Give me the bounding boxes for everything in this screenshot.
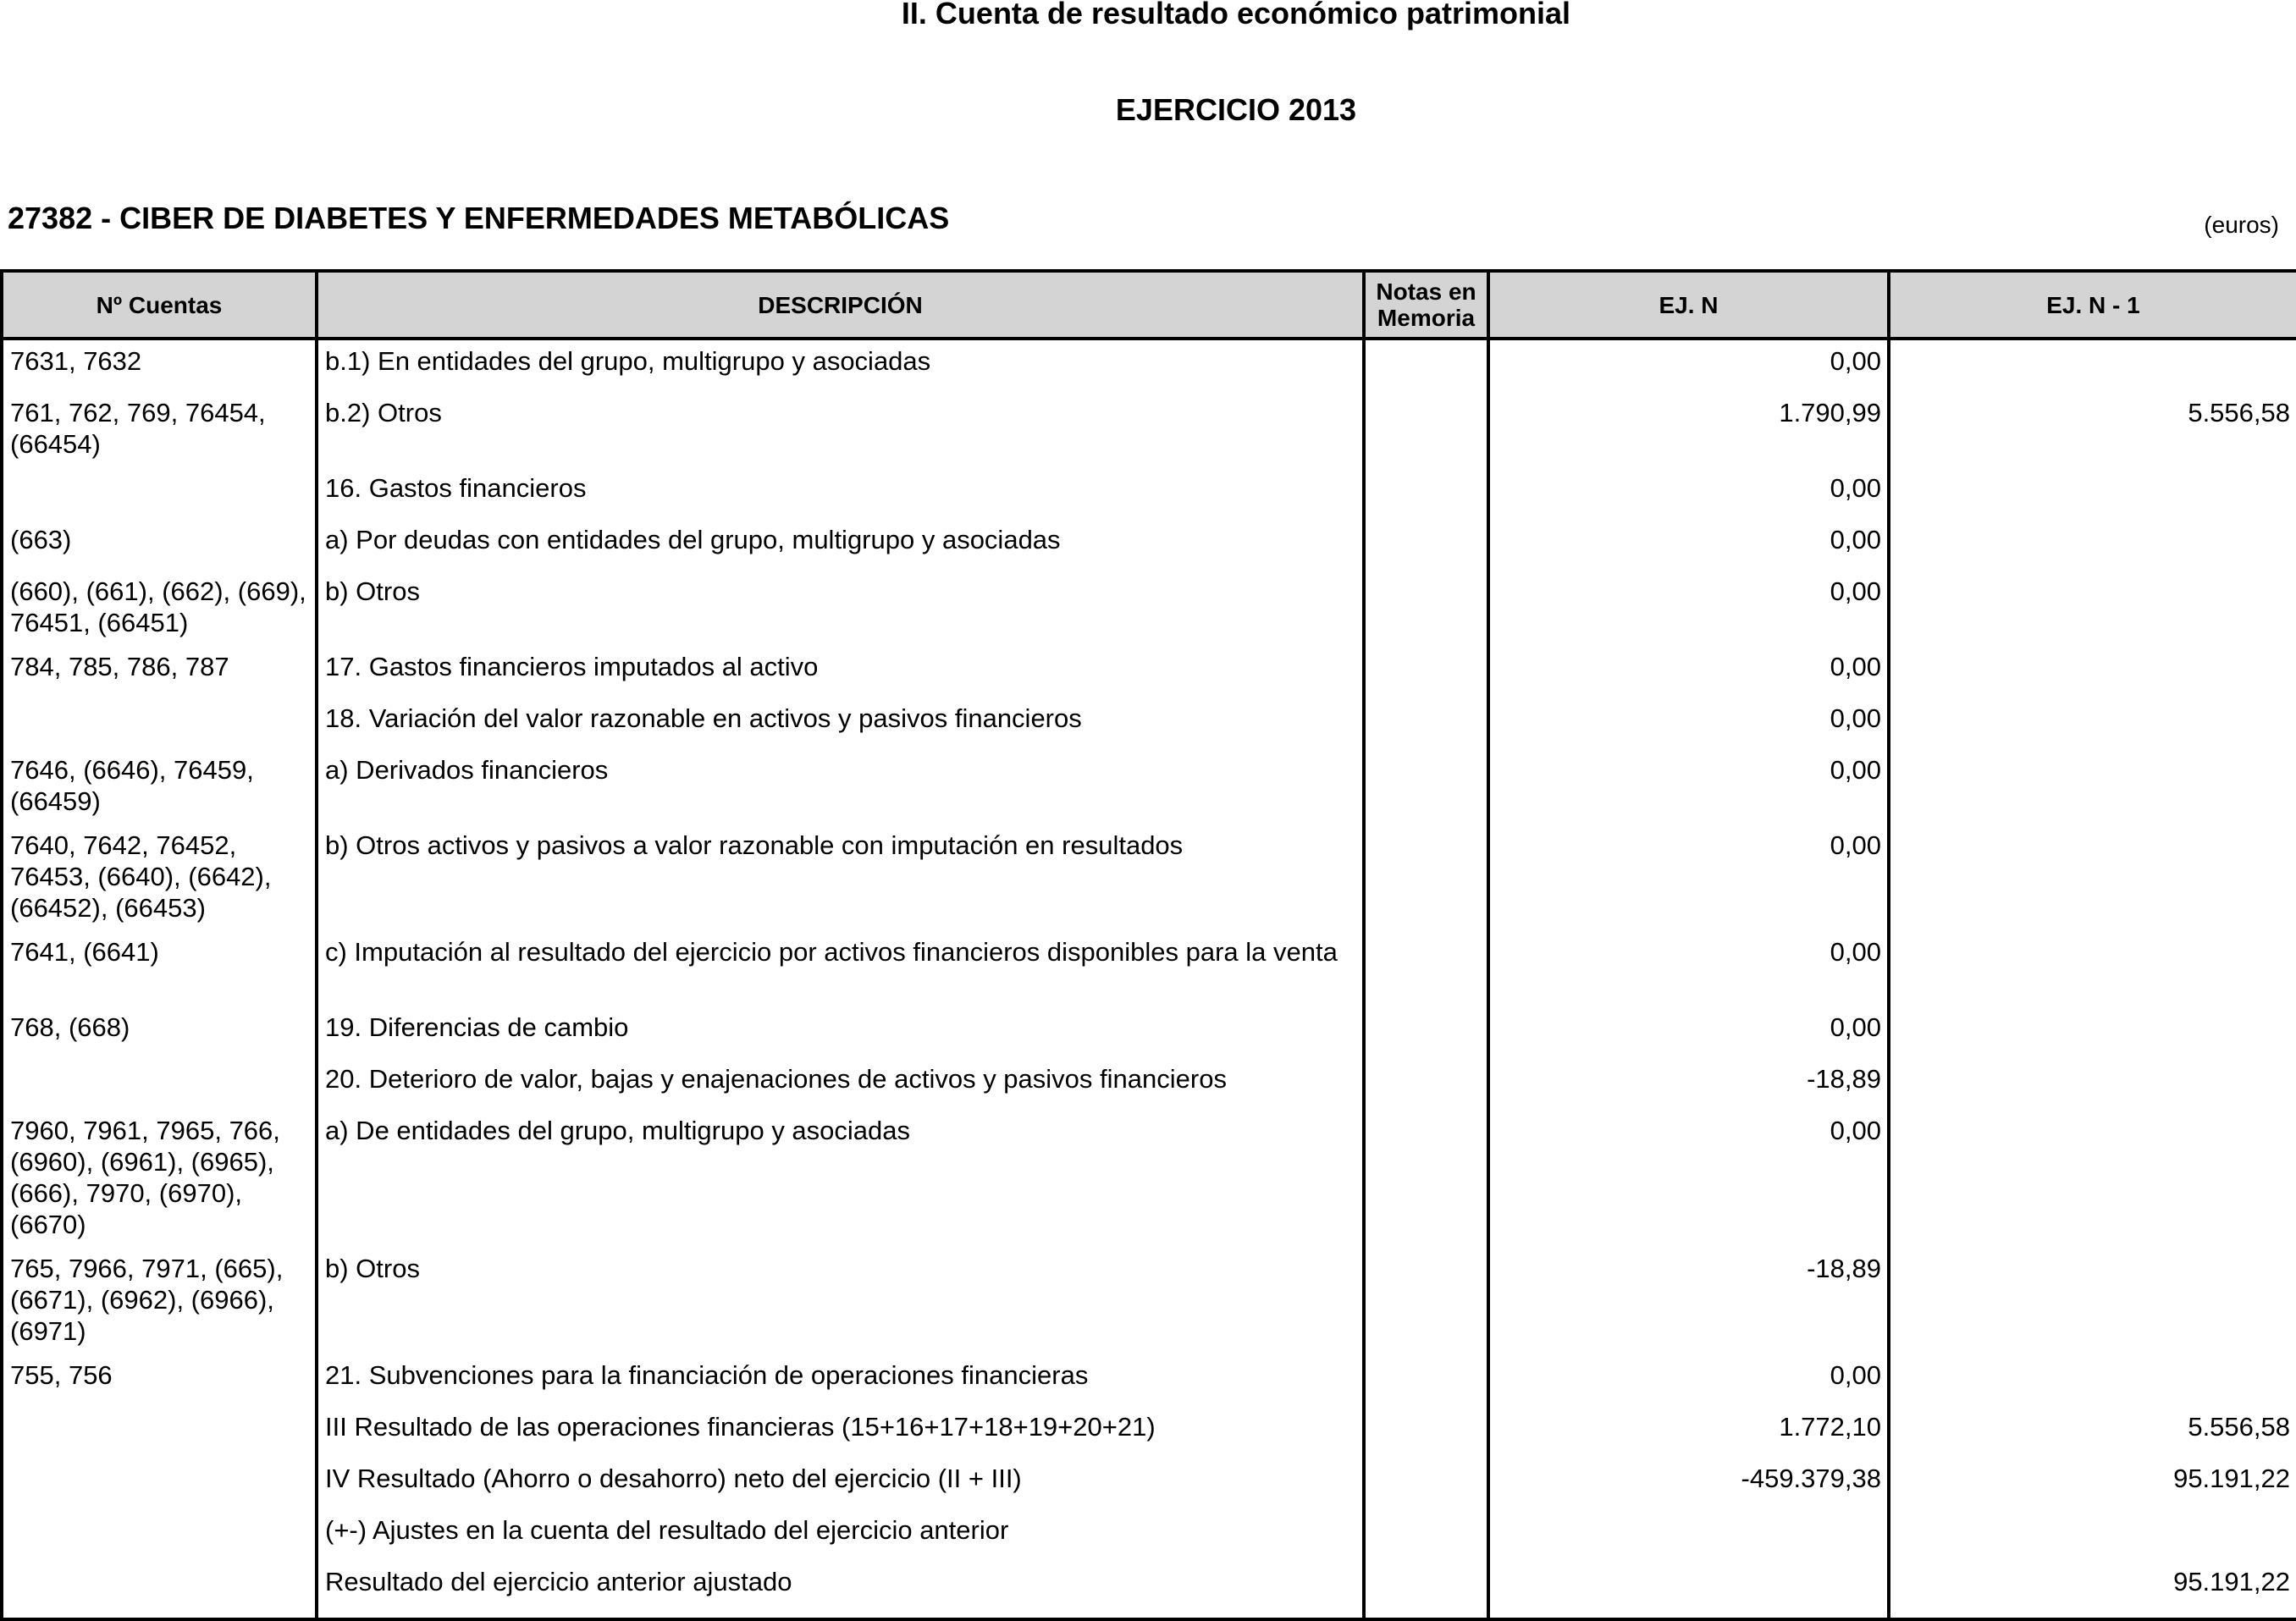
current-year-column-header: EJ. N [1488,271,1889,339]
notes-cell [1364,1566,1488,1619]
notes-cell [1364,1359,1488,1411]
accounts-cell: 768, (668) [2,1012,317,1063]
notes-cell [1364,830,1488,936]
accounts-cell [2,1566,317,1619]
current-year-cell: 0,00 [1488,1359,1889,1411]
accounts-cell: (660), (661), (662), (669), 76451, (66451) [2,576,317,651]
accounts-cell: (663) [2,524,317,576]
accounts-cell [2,1463,317,1514]
description-cell: (+-) Ajustes en la cuenta del resultado del ejercicio anterior [317,1514,1364,1566]
table-row [2,1514,2296,1566]
previous-year-cell: 95.191,22 [1889,1566,2296,1619]
current-year-cell: 0,00 [1488,703,1889,754]
table-row [2,1012,2296,1063]
notes-cell [1364,1012,1488,1063]
current-year-cell: -18,89 [1488,1063,1889,1115]
previous-year-cell [1889,830,2296,936]
description-column-header: DESCRIPCIÓN [317,271,1364,339]
table-row [2,472,2296,524]
notes-cell [1364,576,1488,651]
current-year-cell: 0,00 [1488,524,1889,576]
accounts-cell: 7641, (6641) [2,936,317,1012]
current-year-cell: 1.772,10 [1488,1411,1889,1463]
income-statement-table [0,269,2296,1621]
current-year-cell: 0,00 [1488,651,1889,703]
page-title: II. Cuenta de resultado económico patrimonial [901,0,1571,30]
current-year-cell: 0,00 [1488,1012,1889,1063]
description-cell: 17. Gastos financieros imputados al activo [317,651,1364,703]
table-row [2,339,2296,397]
notes-cell [1364,651,1488,703]
table-row [2,1253,2296,1359]
notes-cell [1364,703,1488,754]
current-year-cell: 0,00 [1488,472,1889,524]
description-cell: b) Otros [317,576,1364,651]
previous-year-cell [1889,1253,2296,1359]
accounts-cell: 7631, 7632 [2,339,317,397]
accounts-cell: 761, 762, 769, 76454, (66454) [2,397,317,472]
notes-cell [1364,754,1488,830]
previous-year-cell [1889,472,2296,524]
table-row [2,524,2296,576]
previous-year-cell [1889,339,2296,397]
notes-cell [1364,1411,1488,1463]
description-cell: a) Por deudas con entidades del grupo, multigrupo y asociadas [317,524,1364,576]
previous-year-cell [1889,1063,2296,1115]
current-year-cell: 0,00 [1488,576,1889,651]
description-cell: Resultado del ejercicio anterior ajustado [317,1566,1364,1619]
exercise-title: EJERCICIO 2013 [1115,92,1357,127]
description-cell: b) Otros [317,1253,1364,1359]
table-row [2,754,2296,830]
accounts-cell: 784, 785, 786, 787 [2,651,317,703]
notes-cell [1364,472,1488,524]
current-year-cell: 0,00 [1488,754,1889,830]
previous-year-cell [1889,651,2296,703]
table-row [2,1566,2296,1619]
entity-title: 27382 - CIBER DE DIABETES Y ENFERMEDADES METABÓLICAS [8,201,950,235]
previous-year-cell [1889,1012,2296,1063]
current-year-cell: 0,00 [1488,1115,1889,1253]
description-cell: 18. Variación del valor razonable en activos y pasivos financieros [317,703,1364,754]
description-cell: 16. Gastos financieros [317,472,1364,524]
accounts-cell: 755, 756 [2,1359,317,1411]
description-cell: c) Imputación al resultado del ejercicio por activos financieros disponibles para la venta [317,936,1364,1012]
accounts-cell: 7640, 7642, 76452, 76453, (6640), (6642), (66452), (66453) [2,830,317,936]
previous-year-cell [1889,1514,2296,1566]
current-year-cell: 0,00 [1488,936,1889,1012]
notes-cell [1364,1115,1488,1253]
accounts-cell [2,1514,317,1566]
table-row [2,936,2296,1012]
accounts-cell: 7646, (6646), 76459, (66459) [2,754,317,830]
description-cell: III Resultado de las operaciones financieras (15+16+17+18+19+20+21) [317,1411,1364,1463]
notes-cell [1364,339,1488,397]
notes-cell [1364,1253,1488,1359]
table-row [2,397,2296,472]
table-row [2,1359,2296,1411]
notes-cell [1364,936,1488,1012]
accounts-cell [2,1411,317,1463]
previous-year-cell [1889,754,2296,830]
accounts-cell [2,703,317,754]
description-cell: b.1) En entidades del grupo, multigrupo y asociadas [317,339,1364,397]
current-year-cell: 0,00 [1488,830,1889,936]
accounts-cell: 765, 7966, 7971, (665), (6671), (6962), (6966), (6971) [2,1253,317,1359]
table-row [2,576,2296,651]
previous-year-cell: 5.556,58 [1889,1411,2296,1463]
current-year-cell: 0,00 [1488,339,1889,397]
previous-year-cell [1889,524,2296,576]
notes-cell [1364,1514,1488,1566]
description-cell: a) Derivados financieros [317,754,1364,830]
previous-year-cell [1889,1115,2296,1253]
previous-year-cell [1889,936,2296,1012]
table-row [2,830,2296,936]
current-year-cell: -18,89 [1488,1253,1889,1359]
description-cell: b) Otros activos y pasivos a valor razonable con imputación en resultados [317,830,1364,936]
notes-cell [1364,1063,1488,1115]
description-cell: 21. Subvenciones para la financiación de operaciones financieras [317,1359,1364,1411]
header-row [2,271,2296,339]
notes-column-header: Notas en Memoria [1364,271,1488,339]
description-cell: b.2) Otros [317,397,1364,472]
accounts-cell [2,472,317,524]
notes-cell [1364,397,1488,472]
previous-year-cell [1889,703,2296,754]
previous-year-cell: 95.191,22 [1889,1463,2296,1514]
description-cell: a) De entidades del grupo, multigrupo y asociadas [317,1115,1364,1253]
previous-year-cell [1889,576,2296,651]
table-header [2,271,2296,339]
table-row [2,1115,2296,1253]
table-row [2,1463,2296,1514]
description-cell: IV Resultado (Ahorro o desahorro) neto del ejercicio (II + III) [317,1463,1364,1514]
accounts-cell: 7960, 7961, 7965, 766, (6960), (6961), (6965), (666), 7970, (6970), (6670) [2,1115,317,1253]
notes-cell [1364,1463,1488,1514]
accounts-cell [2,1063,317,1115]
current-year-cell [1488,1566,1889,1619]
description-cell: 19. Diferencias de cambio [317,1012,1364,1063]
table-row [2,1411,2296,1463]
previous-year-cell [1889,1359,2296,1411]
previous-year-column-header: EJ. N - 1 [1889,271,2296,339]
description-cell: 20. Deterioro de valor, bajas y enajenaciones de activos y pasivos financieros [317,1063,1364,1115]
table-row [2,1063,2296,1115]
current-year-cell: -459.379,38 [1488,1463,1889,1514]
accounts-column-header: Nº Cuentas [2,271,317,339]
table-body [2,339,2296,1619]
previous-year-cell: 5.556,58 [1889,397,2296,472]
current-year-cell [1488,1514,1889,1566]
current-year-cell: 1.790,99 [1488,397,1889,472]
notes-cell [1364,524,1488,576]
table-row [2,703,2296,754]
table-row [2,651,2296,703]
currency-note: (euros) [2204,212,2279,238]
